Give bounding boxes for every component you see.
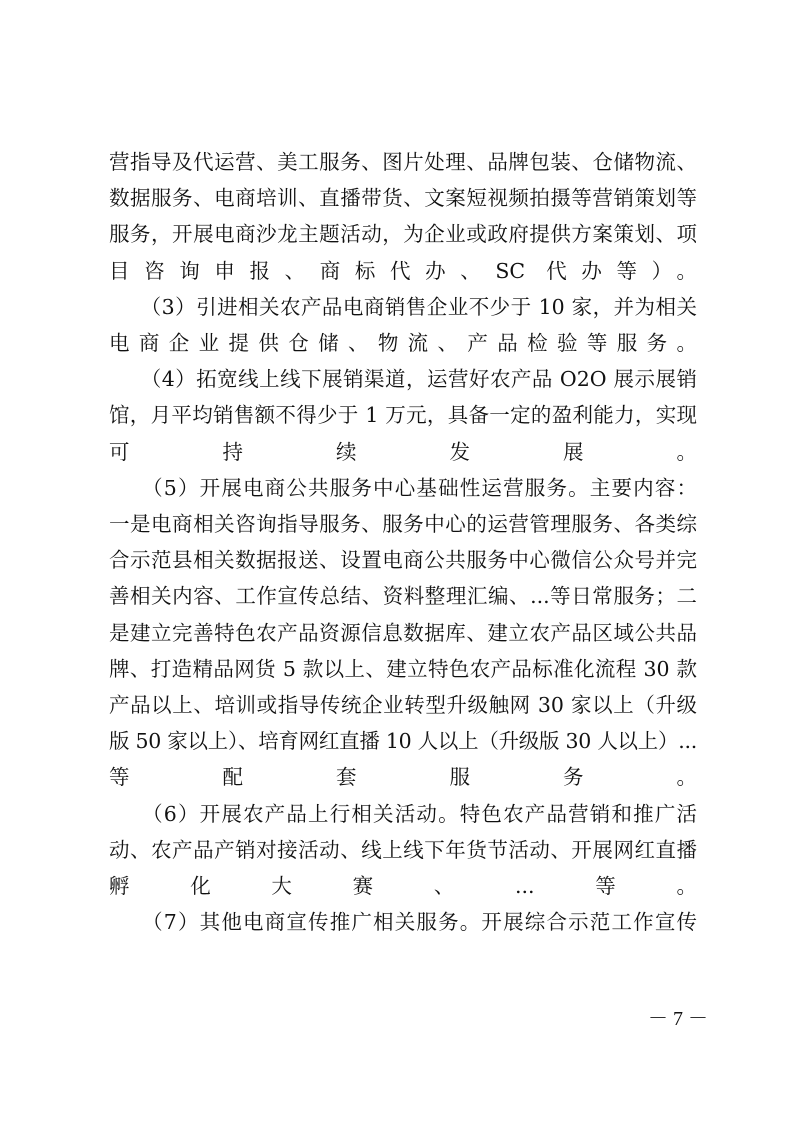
text-line: 营指导及代运营、美工服务、图片处理、品牌包装、仓储物流、	[109, 150, 697, 174]
text-line: 目咨询申报、商标代办、SC 代办等）。	[109, 258, 697, 283]
paragraph-continued	[109, 144, 697, 289]
text-line: 孵化大赛、...等。	[109, 874, 697, 899]
text-line: （4）拓宽线上线下展销渠道，运营好农产品 O2O 展示展销	[109, 367, 697, 392]
paragraph-item-7	[109, 904, 697, 940]
text-line: 馆，月平均销售额不得少于 1 万元，具备一定的盈利能力，实现	[109, 403, 697, 428]
paragraph-item-3	[109, 289, 697, 361]
text-line: （5）开展电商公共服务中心基础性运营服务。主要内容：	[109, 475, 697, 500]
text-line: 一是电商相关咨询指导服务、服务中心的运营管理服务、各类综	[109, 512, 697, 537]
text-line: 等配套服务。	[109, 765, 697, 790]
paragraph-item-5	[109, 470, 697, 796]
text-line: 服务，开展电商沙龙主题活动，为企业或政府提供方案策划、项	[109, 222, 697, 247]
text-line: （6）开展农产品上行相关活动。特色农产品营销和推广活	[109, 801, 697, 826]
paragraph-item-4	[109, 361, 697, 470]
body-text	[109, 144, 697, 940]
page-number: － 7 －	[648, 1008, 708, 1030]
text-line: 合示范县相关数据报送、设置电商公共服务中心微信公众号并完	[109, 548, 697, 573]
text-line: 牌、打造精品网货 5 款以上、建立特色农产品标准化流程 30 款	[109, 656, 697, 681]
text-line: 动、农产品产销对接活动、线上线下年货节活动、开展网红直播	[109, 837, 697, 862]
text-line: 数据服务、电商培训、直播带货、文案短视频拍摄等营销策划等	[109, 186, 697, 211]
text-line: 善相关内容、工作宣传总结、资料整理汇编、...等日常服务；二	[109, 584, 697, 609]
text-line: 是建立完善特色农产品资源信息数据库、建立农产品区域公共品	[109, 620, 697, 645]
text-line: 版 50 家以上）、培育网红直播 10 人以上（升级版 30 人以上）...	[109, 729, 697, 754]
text-line: 可持续发展。	[109, 439, 697, 464]
paragraph-item-6	[109, 796, 697, 905]
text-line: 产品以上、培训或指导传统企业转型升级触网 30 家以上（升级	[109, 693, 697, 718]
text-line: （7）其他电商宣传推广相关服务。开展综合示范工作宣传	[109, 910, 697, 935]
text-line: 电商企业提供仓储、物流、产品检验等服务。	[109, 331, 697, 356]
text-line: （3）引进相关农产品电商销售企业不少于 10 家，并为相关	[109, 294, 697, 319]
